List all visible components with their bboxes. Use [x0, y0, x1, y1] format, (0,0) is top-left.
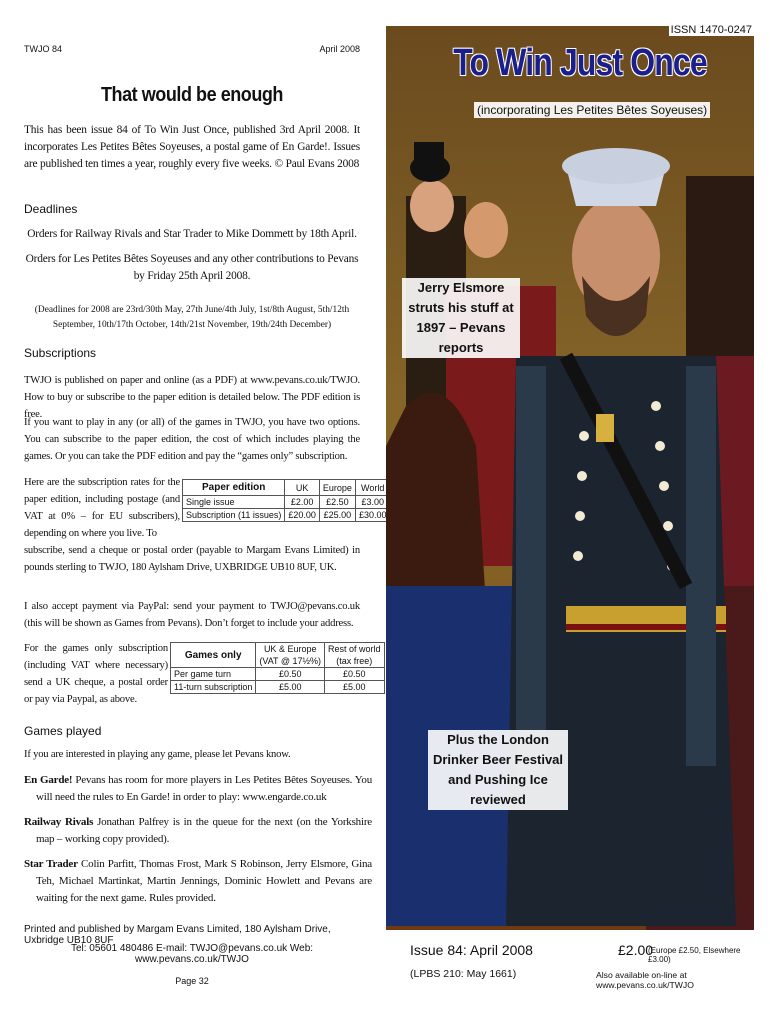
lpbs-label: (LPBS 210: May 1661): [410, 968, 517, 980]
table-row: [171, 681, 385, 694]
star-trader-entry: [24, 856, 372, 907]
subs-paragraph-3a: Here are the subscription rates for the paper edition, including postage (and VAT at 0% – for EU subscribers), depending on where you live. To: [24, 477, 180, 539]
railway-rivals-entry: [24, 814, 372, 848]
intro-paragraph: This has been issue 84 of To Win Just Once, published 3rd April 2008. It incorporates Les Petites Bêtes Soyeuses, a postal game of En Garde!. Issues are published ten times a year, roughly every five weeks. © Paul Evans 2008: [24, 124, 360, 170]
table-cell: £25.00: [319, 509, 355, 522]
deadlines-heading: Deadlines: [24, 202, 78, 216]
railway-rivals-label: Railway Rivals: [24, 816, 94, 828]
star-trader-label: Star Trader: [24, 858, 78, 870]
table-cell: (VAT @ 17½%): [256, 655, 325, 668]
caption-reviews: Plus the London Drinker Beer Festival and Pushing Ice reviewed: [428, 730, 568, 810]
en-garde-label: En Garde!: [24, 774, 73, 786]
table-cell: UK & Europe: [256, 643, 325, 656]
deadlines-line-2: Orders for Les Petites Bêtes Soyeuses and any other contributions to Pevans by Friday 25th April 2008.: [25, 253, 359, 282]
caption-cover-story: Jerry Elsmore struts his stuff at 1897 – Pevans reports: [402, 278, 520, 358]
table-cell: Games only: [171, 643, 256, 668]
table-cell: £5.00: [325, 681, 385, 694]
table-cell: £20.00: [285, 509, 320, 522]
page-number: Page 32: [175, 976, 209, 986]
table-header-row: [183, 480, 390, 496]
table-cell: World: [355, 480, 390, 496]
table-header-row: [171, 643, 385, 656]
table-cell: £5.00: [256, 681, 325, 694]
price-note: (Europe £2.50, Elsewhere £3.00): [648, 946, 741, 964]
en-garde-entry: [24, 772, 372, 806]
subs-paragraph-3b: subscribe, send a cheque or postal order (payable to Margam Evans Limited) in pounds sterling to TWJO, 180 Aylsham Drive, UXBRIDGE UB10 8UF, UK.: [24, 545, 360, 573]
table-cell: £0.50: [256, 668, 325, 681]
table-cell: Per game turn: [171, 668, 256, 681]
paper-rates-table: [182, 479, 390, 522]
table-cell: 11-turn subscription: [171, 681, 256, 694]
games-intro: If you are interested in playing any game, please let Pevans know.: [24, 749, 291, 760]
railway-rivals-text: Jonathan Palfrey is in the queue for the next (on the Yorkshire map – working copy provided).: [36, 816, 372, 845]
games-played-heading: Games played: [24, 724, 102, 738]
table-cell: Paper edition: [183, 480, 285, 496]
header-right: April 2008: [319, 44, 360, 54]
table-cell: £0.50: [325, 668, 385, 681]
table-cell: Subscription (11 issues): [183, 509, 285, 522]
table-cell: Single issue: [183, 496, 285, 509]
cover-page: [386, 26, 754, 1016]
subs-paragraph-4: I also accept payment via PayPal: send your payment to TWJO@pevans.co.uk (this will be shown as Games from Pevans). Don’t forget to include your address.: [24, 601, 360, 629]
subscriptions-heading: Subscriptions: [24, 346, 97, 360]
table-row: [171, 668, 385, 681]
header-left: TWJO 84: [24, 44, 63, 54]
subs-paragraph-2: If you want to play in any (or all) of the games in TWJO, you have two options. You can subscribe to the paper edition, the cost of which includes playing the games. Or you can take the PDF edition and pay the “games only” subscription.: [24, 417, 360, 462]
page-title: That would be enough: [101, 84, 283, 106]
issue-label: Issue 84: April 2008: [410, 942, 533, 958]
price: £2.00: [618, 942, 654, 958]
en-garde-text: Pevans has room for more players in Les Petites Bêtes Soyeuses. You will need the rules to En Garde! in order to play: www.engarde.co.uk: [36, 774, 372, 803]
table-cell: UK: [285, 480, 320, 496]
subs-paragraph-1: TWJO is published on paper and online (as a PDF) at www.pevans.co.uk/TWJO. How to buy or subscribe to the paper edition is detailed below. The PDF edition is free.: [24, 375, 360, 420]
left-page: [24, 38, 387, 998]
table-cell: £30.00: [355, 509, 390, 522]
deadlines-note: (Deadlines for 2008 are 23rd/30th May, 27th June/4th July, 1st/8th August, 5th/12th September, 10th/17th October, 14th/21st November, 19th/24th December): [34, 305, 350, 331]
table-cell: (tax free): [325, 655, 385, 668]
table-cell: Europe: [319, 480, 355, 496]
star-trader-text: Colin Parfitt, Thomas Frost, Mark S Robinson, Jerry Elsmore, Gina Teh, Michael Martinkat, Martin Jennings, Dominic Howlett and Pevans are waiting for the next game. Rules provided.: [36, 858, 372, 904]
magazine-title: To Win Just Once: [453, 42, 707, 84]
magazine-subtitle: (incorporating Les Petites Bêtes Soyeuses): [474, 102, 710, 118]
table-cell: £2.00: [285, 496, 320, 509]
issn: ISSN 1470-0247: [670, 24, 752, 36]
deadlines-line-1: Orders for Railway Rivals and Star Trader to Mike Dommett by 18th April.: [27, 228, 357, 240]
games-rates-table: [170, 642, 385, 694]
table-cell: Rest of world: [325, 643, 385, 656]
table-cell: £2.50: [319, 496, 355, 509]
online-note: Also available on-line at www.pevans.co.uk/TWJO: [596, 970, 694, 990]
contact-line: Tel: 05601 480486 E-mail: TWJO@pevans.co.uk Web: www.pevans.co.uk/TWJO: [70, 943, 314, 965]
subs-paragraph-5: For the games only subscription (including VAT where necessary) send a UK cheque, a postal order or pay via Paypal, as above.: [24, 643, 168, 705]
table-cell: £3.00: [355, 496, 390, 509]
table-row: [183, 496, 390, 509]
table-row: [183, 509, 390, 522]
printed-by-line: Printed and published by Margam Evans Limited, 180 Aylsham Drive, Uxbridge UB10 8UF: [24, 924, 331, 946]
